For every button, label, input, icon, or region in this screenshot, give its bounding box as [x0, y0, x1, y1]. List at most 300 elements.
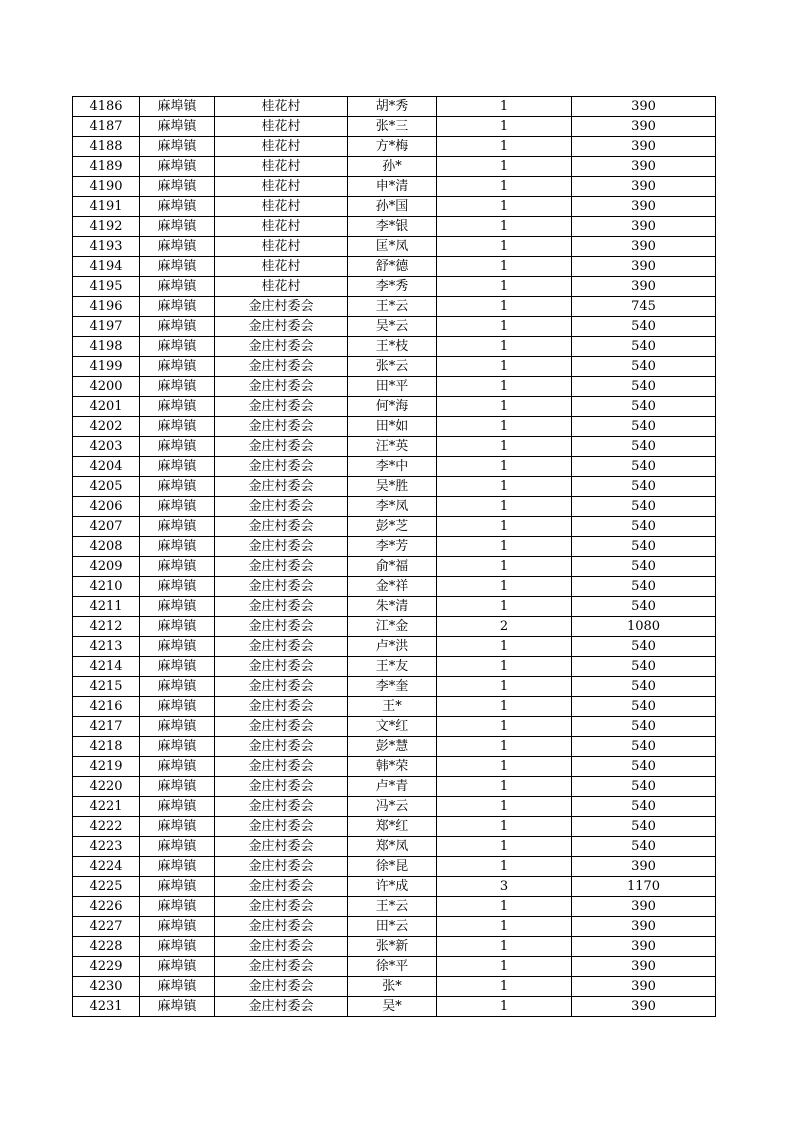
count-cell: 1 [437, 357, 572, 377]
name-cell: 李*凤 [348, 497, 437, 517]
town-cell: 麻埠镇 [140, 377, 215, 397]
count-cell: 1 [437, 717, 572, 737]
village-cell: 金庄村委会 [215, 737, 348, 757]
name-cell: 田*云 [348, 917, 437, 937]
row-number-cell: 4217 [73, 717, 140, 737]
village-cell: 金庄村委会 [215, 417, 348, 437]
row-number-cell: 4226 [73, 897, 140, 917]
town-cell: 麻埠镇 [140, 657, 215, 677]
name-cell: 彭*芝 [348, 517, 437, 537]
village-cell: 桂花村 [215, 137, 348, 157]
count-cell: 1 [437, 957, 572, 977]
count-cell: 1 [437, 737, 572, 757]
row-number-cell: 4223 [73, 837, 140, 857]
table-body [73, 97, 716, 1017]
row-number-cell: 4202 [73, 417, 140, 437]
table-row [73, 557, 716, 577]
name-cell: 汪*英 [348, 437, 437, 457]
table-row [73, 237, 716, 257]
village-cell: 金庄村委会 [215, 437, 348, 457]
town-cell: 麻埠镇 [140, 537, 215, 557]
amount-cell: 540 [572, 677, 716, 697]
town-cell: 麻埠镇 [140, 937, 215, 957]
amount-cell: 540 [572, 737, 716, 757]
town-cell: 麻埠镇 [140, 417, 215, 437]
amount-cell: 390 [572, 917, 716, 937]
amount-cell: 540 [572, 777, 716, 797]
town-cell: 麻埠镇 [140, 317, 215, 337]
village-cell: 桂花村 [215, 217, 348, 237]
village-cell: 金庄村委会 [215, 877, 348, 897]
row-number-cell: 4218 [73, 737, 140, 757]
row-number-cell: 4221 [73, 797, 140, 817]
town-cell: 麻埠镇 [140, 157, 215, 177]
table-row [73, 617, 716, 637]
count-cell: 1 [437, 457, 572, 477]
count-cell: 1 [437, 437, 572, 457]
name-cell: 何*海 [348, 397, 437, 417]
table-row [73, 477, 716, 497]
village-cell: 金庄村委会 [215, 357, 348, 377]
row-number-cell: 4192 [73, 217, 140, 237]
row-number-cell: 4211 [73, 597, 140, 617]
amount-cell: 540 [572, 417, 716, 437]
amount-cell: 540 [572, 457, 716, 477]
table-row [73, 337, 716, 357]
amount-cell: 390 [572, 277, 716, 297]
table-row [73, 897, 716, 917]
count-cell: 1 [437, 297, 572, 317]
name-cell: 李*芳 [348, 537, 437, 557]
table-row [73, 417, 716, 437]
amount-cell: 540 [572, 717, 716, 737]
village-cell: 金庄村委会 [215, 717, 348, 737]
town-cell: 麻埠镇 [140, 117, 215, 137]
row-number-cell: 4209 [73, 557, 140, 577]
town-cell: 麻埠镇 [140, 397, 215, 417]
row-number-cell: 4188 [73, 137, 140, 157]
amount-cell: 390 [572, 157, 716, 177]
amount-cell: 390 [572, 217, 716, 237]
name-cell: 舒*德 [348, 257, 437, 277]
village-cell: 金庄村委会 [215, 937, 348, 957]
row-number-cell: 4225 [73, 877, 140, 897]
name-cell: 卢*青 [348, 777, 437, 797]
row-number-cell: 4207 [73, 517, 140, 537]
village-cell: 桂花村 [215, 237, 348, 257]
row-number-cell: 4189 [73, 157, 140, 177]
table-row [73, 437, 716, 457]
town-cell: 麻埠镇 [140, 217, 215, 237]
row-number-cell: 4208 [73, 537, 140, 557]
row-number-cell: 4187 [73, 117, 140, 137]
village-cell: 金庄村委会 [215, 337, 348, 357]
row-number-cell: 4199 [73, 357, 140, 377]
count-cell: 1 [437, 377, 572, 397]
table-row [73, 877, 716, 897]
village-cell: 金庄村委会 [215, 637, 348, 657]
table-row [73, 157, 716, 177]
amount-cell: 540 [572, 757, 716, 777]
name-cell: 李*银 [348, 217, 437, 237]
town-cell: 麻埠镇 [140, 357, 215, 377]
row-number-cell: 4206 [73, 497, 140, 517]
village-cell: 金庄村委会 [215, 297, 348, 317]
row-number-cell: 4219 [73, 757, 140, 777]
count-cell: 1 [437, 237, 572, 257]
town-cell: 麻埠镇 [140, 277, 215, 297]
table-row [73, 637, 716, 657]
town-cell: 麻埠镇 [140, 997, 215, 1017]
count-cell: 1 [437, 117, 572, 137]
village-cell: 金庄村委会 [215, 577, 348, 597]
row-number-cell: 4228 [73, 937, 140, 957]
count-cell: 1 [437, 257, 572, 277]
town-cell: 麻埠镇 [140, 257, 215, 277]
row-number-cell: 4186 [73, 97, 140, 117]
amount-cell: 540 [572, 477, 716, 497]
row-number-cell: 4195 [73, 277, 140, 297]
name-cell: 李*中 [348, 457, 437, 477]
name-cell: 王* [348, 697, 437, 717]
amount-cell: 390 [572, 857, 716, 877]
village-cell: 金庄村委会 [215, 917, 348, 937]
row-number-cell: 4210 [73, 577, 140, 597]
name-cell: 文*红 [348, 717, 437, 737]
row-number-cell: 4203 [73, 437, 140, 457]
table-row [73, 817, 716, 837]
row-number-cell: 4196 [73, 297, 140, 317]
amount-cell: 540 [572, 377, 716, 397]
town-cell: 麻埠镇 [140, 837, 215, 857]
row-number-cell: 4200 [73, 377, 140, 397]
table-row [73, 217, 716, 237]
name-cell: 李*奎 [348, 677, 437, 697]
town-cell: 麻埠镇 [140, 237, 215, 257]
count-cell: 3 [437, 877, 572, 897]
amount-cell: 540 [572, 437, 716, 457]
town-cell: 麻埠镇 [140, 177, 215, 197]
amount-cell: 390 [572, 937, 716, 957]
table-row [73, 777, 716, 797]
row-number-cell: 4215 [73, 677, 140, 697]
town-cell: 麻埠镇 [140, 717, 215, 737]
name-cell: 彭*慧 [348, 737, 437, 757]
amount-cell: 540 [572, 317, 716, 337]
table-row [73, 677, 716, 697]
table-row [73, 937, 716, 957]
table-row [73, 257, 716, 277]
count-cell: 1 [437, 417, 572, 437]
table-row [73, 577, 716, 597]
count-cell: 1 [437, 777, 572, 797]
name-cell: 江*金 [348, 617, 437, 637]
amount-cell: 390 [572, 957, 716, 977]
name-cell: 孙*国 [348, 197, 437, 217]
name-cell: 金*祥 [348, 577, 437, 597]
name-cell: 田*如 [348, 417, 437, 437]
town-cell: 麻埠镇 [140, 577, 215, 597]
amount-cell: 390 [572, 177, 716, 197]
name-cell: 王*云 [348, 897, 437, 917]
table-row [73, 117, 716, 137]
count-cell: 1 [437, 817, 572, 837]
count-cell: 1 [437, 317, 572, 337]
table-row [73, 757, 716, 777]
table-row [73, 177, 716, 197]
table-row [73, 857, 716, 877]
town-cell: 麻埠镇 [140, 777, 215, 797]
amount-cell: 1080 [572, 617, 716, 637]
amount-cell: 390 [572, 977, 716, 997]
town-cell: 麻埠镇 [140, 557, 215, 577]
row-number-cell: 4204 [73, 457, 140, 477]
amount-cell: 540 [572, 697, 716, 717]
village-cell: 桂花村 [215, 197, 348, 217]
count-cell: 1 [437, 97, 572, 117]
village-cell: 金庄村委会 [215, 317, 348, 337]
table-row [73, 837, 716, 857]
count-cell: 1 [437, 177, 572, 197]
town-cell: 麻埠镇 [140, 477, 215, 497]
name-cell: 申*清 [348, 177, 437, 197]
village-cell: 金庄村委会 [215, 857, 348, 877]
count-cell: 1 [437, 637, 572, 657]
count-cell: 1 [437, 917, 572, 937]
count-cell: 1 [437, 497, 572, 517]
name-cell: 李*秀 [348, 277, 437, 297]
name-cell: 方*梅 [348, 137, 437, 157]
row-number-cell: 4194 [73, 257, 140, 277]
row-number-cell: 4198 [73, 337, 140, 357]
village-cell: 金庄村委会 [215, 557, 348, 577]
town-cell: 麻埠镇 [140, 517, 215, 537]
town-cell: 麻埠镇 [140, 597, 215, 617]
village-cell: 金庄村委会 [215, 597, 348, 617]
name-cell: 徐*平 [348, 957, 437, 977]
name-cell: 许*成 [348, 877, 437, 897]
table-row [73, 537, 716, 557]
village-cell: 金庄村委会 [215, 817, 348, 837]
village-cell: 金庄村委会 [215, 517, 348, 537]
village-cell: 金庄村委会 [215, 757, 348, 777]
table-row [73, 797, 716, 817]
amount-cell: 540 [572, 337, 716, 357]
amount-cell: 540 [572, 537, 716, 557]
table-row [73, 517, 716, 537]
amount-cell: 390 [572, 137, 716, 157]
town-cell: 麻埠镇 [140, 197, 215, 217]
town-cell: 麻埠镇 [140, 637, 215, 657]
village-cell: 金庄村委会 [215, 897, 348, 917]
table-row [73, 917, 716, 937]
table-row [73, 717, 716, 737]
village-cell: 金庄村委会 [215, 777, 348, 797]
row-number-cell: 4190 [73, 177, 140, 197]
town-cell: 麻埠镇 [140, 697, 215, 717]
table-row [73, 737, 716, 757]
village-cell: 桂花村 [215, 277, 348, 297]
town-cell: 麻埠镇 [140, 857, 215, 877]
count-cell: 1 [437, 837, 572, 857]
village-cell: 金庄村委会 [215, 697, 348, 717]
name-cell: 王*云 [348, 297, 437, 317]
town-cell: 麻埠镇 [140, 497, 215, 517]
table-row [73, 657, 716, 677]
amount-cell: 390 [572, 897, 716, 917]
table-row [73, 497, 716, 517]
village-cell: 金庄村委会 [215, 977, 348, 997]
name-cell: 朱*清 [348, 597, 437, 617]
name-cell: 卢*洪 [348, 637, 437, 657]
count-cell: 1 [437, 197, 572, 217]
count-cell: 1 [437, 337, 572, 357]
town-cell: 麻埠镇 [140, 897, 215, 917]
row-number-cell: 4227 [73, 917, 140, 937]
name-cell: 俞*福 [348, 557, 437, 577]
count-cell: 1 [437, 857, 572, 877]
village-cell: 桂花村 [215, 177, 348, 197]
name-cell: 王*友 [348, 657, 437, 677]
village-cell: 金庄村委会 [215, 377, 348, 397]
town-cell: 麻埠镇 [140, 917, 215, 937]
row-number-cell: 4214 [73, 657, 140, 677]
village-cell: 金庄村委会 [215, 657, 348, 677]
name-cell: 张* [348, 977, 437, 997]
village-cell: 金庄村委会 [215, 957, 348, 977]
amount-cell: 540 [572, 817, 716, 837]
town-cell: 麻埠镇 [140, 617, 215, 637]
village-cell: 金庄村委会 [215, 497, 348, 517]
name-cell: 胡*秀 [348, 97, 437, 117]
count-cell: 2 [437, 617, 572, 637]
row-number-cell: 4229 [73, 957, 140, 977]
amount-cell: 390 [572, 997, 716, 1017]
row-number-cell: 4224 [73, 857, 140, 877]
village-cell: 金庄村委会 [215, 617, 348, 637]
name-cell: 张*云 [348, 357, 437, 377]
town-cell: 麻埠镇 [140, 757, 215, 777]
town-cell: 麻埠镇 [140, 337, 215, 357]
village-cell: 桂花村 [215, 157, 348, 177]
town-cell: 麻埠镇 [140, 437, 215, 457]
amount-cell: 540 [572, 657, 716, 677]
table-row [73, 357, 716, 377]
table-row [73, 317, 716, 337]
count-cell: 1 [437, 797, 572, 817]
town-cell: 麻埠镇 [140, 457, 215, 477]
name-cell: 吴*胜 [348, 477, 437, 497]
town-cell: 麻埠镇 [140, 957, 215, 977]
name-cell: 郑*凤 [348, 837, 437, 857]
town-cell: 麻埠镇 [140, 817, 215, 837]
amount-cell: 540 [572, 517, 716, 537]
count-cell: 1 [437, 517, 572, 537]
name-cell: 田*平 [348, 377, 437, 397]
count-cell: 1 [437, 997, 572, 1017]
amount-cell: 540 [572, 577, 716, 597]
name-cell: 徐*昆 [348, 857, 437, 877]
village-cell: 金庄村委会 [215, 997, 348, 1017]
amount-cell: 390 [572, 117, 716, 137]
row-number-cell: 4216 [73, 697, 140, 717]
town-cell: 麻埠镇 [140, 977, 215, 997]
count-cell: 1 [437, 157, 572, 177]
data-table [72, 96, 716, 1017]
table-row [73, 957, 716, 977]
village-cell: 金庄村委会 [215, 457, 348, 477]
count-cell: 1 [437, 477, 572, 497]
amount-cell: 540 [572, 397, 716, 417]
amount-cell: 540 [572, 797, 716, 817]
amount-cell: 390 [572, 257, 716, 277]
village-cell: 桂花村 [215, 97, 348, 117]
row-number-cell: 4201 [73, 397, 140, 417]
name-cell: 王*枝 [348, 337, 437, 357]
count-cell: 1 [437, 577, 572, 597]
town-cell: 麻埠镇 [140, 97, 215, 117]
row-number-cell: 4230 [73, 977, 140, 997]
count-cell: 1 [437, 757, 572, 777]
count-cell: 1 [437, 977, 572, 997]
amount-cell: 540 [572, 497, 716, 517]
name-cell: 匡*凤 [348, 237, 437, 257]
village-cell: 金庄村委会 [215, 677, 348, 697]
table-row [73, 977, 716, 997]
village-cell: 金庄村委会 [215, 477, 348, 497]
count-cell: 1 [437, 897, 572, 917]
count-cell: 1 [437, 657, 572, 677]
village-cell: 金庄村委会 [215, 397, 348, 417]
amount-cell: 540 [572, 357, 716, 377]
village-cell: 桂花村 [215, 257, 348, 277]
town-cell: 麻埠镇 [140, 797, 215, 817]
town-cell: 麻埠镇 [140, 297, 215, 317]
row-number-cell: 4191 [73, 197, 140, 217]
amount-cell: 540 [572, 637, 716, 657]
table-row [73, 697, 716, 717]
row-number-cell: 4213 [73, 637, 140, 657]
row-number-cell: 4220 [73, 777, 140, 797]
village-cell: 金庄村委会 [215, 837, 348, 857]
amount-cell: 540 [572, 597, 716, 617]
count-cell: 1 [437, 597, 572, 617]
amount-cell: 1170 [572, 877, 716, 897]
name-cell: 张*三 [348, 117, 437, 137]
table-row [73, 97, 716, 117]
village-cell: 桂花村 [215, 117, 348, 137]
count-cell: 1 [437, 397, 572, 417]
name-cell: 张*新 [348, 937, 437, 957]
town-cell: 麻埠镇 [140, 137, 215, 157]
amount-cell: 390 [572, 237, 716, 257]
table-row [73, 137, 716, 157]
count-cell: 1 [437, 697, 572, 717]
count-cell: 1 [437, 217, 572, 237]
table-row [73, 457, 716, 477]
row-number-cell: 4222 [73, 817, 140, 837]
table-row [73, 197, 716, 217]
row-number-cell: 4205 [73, 477, 140, 497]
count-cell: 1 [437, 137, 572, 157]
count-cell: 1 [437, 677, 572, 697]
village-cell: 金庄村委会 [215, 537, 348, 557]
count-cell: 1 [437, 557, 572, 577]
count-cell: 1 [437, 537, 572, 557]
row-number-cell: 4193 [73, 237, 140, 257]
name-cell: 韩*荣 [348, 757, 437, 777]
name-cell: 冯*云 [348, 797, 437, 817]
